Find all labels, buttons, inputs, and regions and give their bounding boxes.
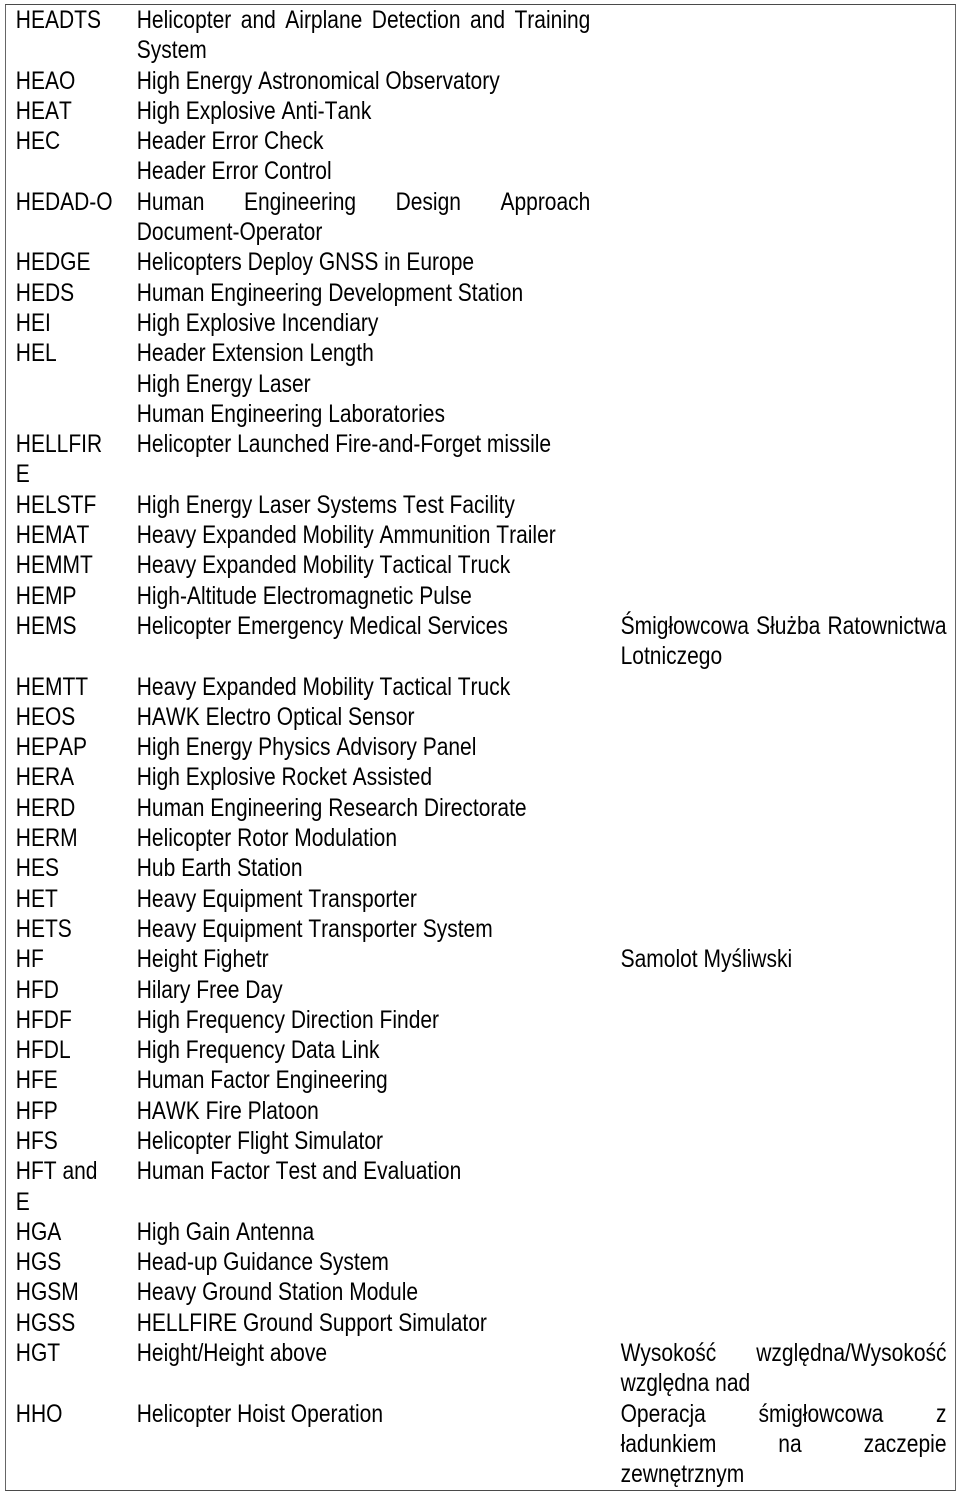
definition-cell: HELLFIRE Ground Support Simulator [136,1308,487,1337]
abbreviation-cell: HERD [15,793,76,822]
table-row [6,308,955,338]
table-row [6,914,955,944]
definition-cell: Human Engineering Development Station [136,278,524,307]
abbreviation-cell: HFT and E [15,1157,98,1216]
table-row [6,278,955,308]
definition-cell: Helicopter Flight Simulator [136,1126,384,1155]
abbreviation-cell: HEMTT [15,672,89,701]
abbreviation-cell: HELLFIRE [15,430,103,489]
translation-cell [621,96,947,126]
abbreviation-cell: HEDAD-O [15,187,113,216]
translation-cell [621,1005,947,1035]
table-row [6,66,955,96]
table-row [6,672,955,702]
abbreviation-cell: HEMAT [15,521,90,550]
definition-cell: Helicopter Launched Fire-and-Forget missile [136,430,552,459]
definition-cell: Human Engineering Laboratories [136,399,445,428]
definition-cell: Header Extension Length [136,339,374,368]
definition-cell: Human Factor Engineering [136,1066,388,1095]
definition-cell: HAWK Fire Platoon [136,1096,319,1125]
table-row [6,1308,955,1338]
table-row [6,581,955,611]
abbreviation-cell: HHO [15,1399,63,1428]
table-row [6,5,955,66]
table-row [6,1035,955,1065]
translation-cell [621,1277,947,1307]
definition-cell: Helicopter Hoist Operation [136,1399,384,1428]
definition-cell: HAWK Electro Optical Sensor [136,702,415,731]
abbreviation-cell: HGT [15,1339,61,1368]
definition-cell: Helicopter Rotor Modulation [136,824,398,853]
translation-cell [621,732,947,762]
abbreviation-cell: HEDS [15,278,75,307]
translation-cell [621,672,947,702]
abbreviation-cell [16,369,115,399]
abbreviation-cell: HEADTS [15,6,101,34]
translation-cell [621,338,947,368]
table-row [6,1005,955,1035]
abbreviation-cell [16,399,115,429]
abbreviation-cell: HFE [15,1066,58,1095]
abbreviation-cell: HGSS [15,1308,76,1337]
translation-cell [621,1247,947,1277]
definition-cell: Heavy Ground Station Module [136,1278,419,1307]
table-row [6,1247,955,1277]
abbreviation-cell: HERM [15,824,78,853]
definition-cell: Hilary Free Day [136,975,283,1004]
table-row [6,702,955,732]
abbreviation-cell: HEMP [15,581,77,610]
translation-cell [621,278,947,308]
definition-cell: High Explosive Anti-Tank [136,96,372,125]
translation-cell [621,702,947,732]
definition-cell: High Frequency Direction Finder [136,1005,440,1034]
abbreviation-cell: HETS [15,914,72,943]
definition-cell: High Energy Laser [136,369,311,398]
abbreviation-cell: HERA [15,763,75,792]
table-row [6,884,955,914]
definition-cell: Height/Height above [136,1339,328,1368]
table-row [6,975,955,1005]
translation-cell [621,247,947,277]
table-row [6,429,955,490]
translation-cell [621,156,947,186]
definition-cell: Heavy Equipment Transporter System [136,914,493,943]
translation-cell [621,187,947,217]
definition-cell: Helicopter Emergency Medical Services [136,611,508,640]
definition-cell: High Energy Astronomical Observatory [136,66,500,95]
translation-cell [621,490,947,520]
definition-cell: High Energy Laser Systems Test Facility [136,490,515,519]
definition-cell: Header Error Check [136,127,324,156]
abbreviation-cell: HEDGE [15,248,91,277]
abbreviation-cell: HES [15,854,59,883]
definition-cell: High Energy Physics Advisory Panel [136,733,477,762]
abbreviation-cell: HEC [15,127,61,156]
definition-cell: Heavy Expanded Mobility Tactical Truck [136,551,511,580]
definition-cell: Human Factor Test and Evaluation [136,1157,462,1186]
table-row [6,1277,955,1307]
translation-cell [621,66,947,96]
table-row [6,611,955,672]
definition-cell: Head-up Guidance System [136,1248,389,1277]
translation-cell [621,1156,947,1186]
translation-cell [621,884,947,914]
table-row [6,1156,955,1217]
table-row [6,1065,955,1095]
translation-cell [621,1065,947,1095]
definition-cell: Helicopters Deploy GNSS in Europe [136,248,475,277]
definition-cell: High Explosive Rocket Assisted [136,763,433,792]
abbreviation-cell: HEMMT [15,551,93,580]
table-row [6,490,955,520]
translation-cell [621,1096,947,1126]
definition-cell: Header Error Control [136,157,332,186]
translation-cell [621,308,947,338]
table-row [6,338,955,368]
abbreviation-cell: HEAO [15,66,76,95]
table-row [6,369,955,399]
table-row [6,156,955,186]
abbreviation-cell [16,156,115,186]
table-row [6,823,955,853]
translation-cell [621,520,947,550]
translation-cell [621,1217,947,1247]
translation-cell: Śmigłowcowa Służba Ratownictwa Lotniczego [620,611,947,671]
abbreviation-cell: HEAT [15,96,72,125]
translation-cell [621,550,947,580]
definition-cell: Hub Earth Station [136,854,303,883]
table-row [6,762,955,792]
table-row [6,732,955,762]
translation-cell [621,5,947,35]
abbreviation-cell: HEMS [15,611,77,640]
table-row [6,944,955,974]
abbreviation-cell: HGA [15,1217,62,1246]
table-row [6,399,955,429]
definition-cell: Human Engineering Design Approach Document-Operator [136,187,591,247]
translation-cell: Wysokość względna/Wysokość względna nad [620,1339,947,1398]
abbreviation-cell: HELSTF [15,490,97,519]
abbreviation-cell: HFDL [15,1036,71,1065]
table-row [6,96,955,126]
translation-cell [621,1126,947,1156]
translation-cell [621,581,947,611]
translation-cell [621,793,947,823]
definition-cell: High Explosive Incendiary [136,308,379,337]
abbreviation-cell: HEI [15,308,51,337]
translation-cell [621,369,947,399]
translation-cell [621,975,947,1005]
translation-cell [621,762,947,792]
abbreviation-cell: HFP [15,1096,58,1125]
table-row [6,1096,955,1126]
abbreviation-cell: HEOS [15,702,76,731]
table-row [6,126,955,156]
definition-cell: Heavy Equipment Transporter [136,884,417,913]
abbreviation-cell: HEPAP [15,733,87,762]
definition-cell: High Gain Antenna [136,1217,315,1246]
abbreviation-cell: HET [15,884,58,913]
abbreviation-cell: HFS [15,1126,58,1155]
table-row [6,1399,955,1490]
translation-cell [621,914,947,944]
abbreviation-cell: HGSM [15,1278,79,1307]
translation-cell [621,853,947,883]
translation-cell [621,429,947,459]
translation-cell [621,399,947,429]
translation-cell [621,823,947,853]
table-row [6,550,955,580]
abbreviation-table [5,4,956,1491]
definition-cell: Heavy Expanded Mobility Ammunition Trailer [136,521,556,550]
table-row [6,247,955,277]
abbreviation-cell: HFD [15,975,59,1004]
translation-cell [621,1035,947,1065]
table-row [6,853,955,883]
translation-cell: Operacja śmigłowcowa z ładunkiem na zaczepie zewnętrznym [620,1399,947,1489]
abbreviation-cell: HEL [15,339,57,368]
definition-cell: Height Fighetr [136,945,269,974]
definition-cell: Heavy Expanded Mobility Tactical Truck [136,672,511,701]
abbreviation-cell: HGS [15,1248,62,1277]
translation-cell [621,126,947,156]
abbreviation-cell: HFDF [15,1005,72,1034]
table-row [6,520,955,550]
abbreviation-cell: HF [15,945,44,974]
definition-cell: Human Engineering Research Directorate [136,793,527,822]
translation-cell [621,1308,947,1338]
definition-cell: Helicopter and Airplane Detection and Training System [136,6,591,65]
table-row [6,187,955,248]
definition-cell: High Frequency Data Link [136,1036,380,1065]
definition-cell: High-Altitude Electromagnetic Pulse [136,581,472,610]
table-row [6,1126,955,1156]
translation-cell: Samolot Myśliwski [620,945,793,974]
table-row [6,793,955,823]
table-row [6,1217,955,1247]
table-row [6,1338,955,1399]
